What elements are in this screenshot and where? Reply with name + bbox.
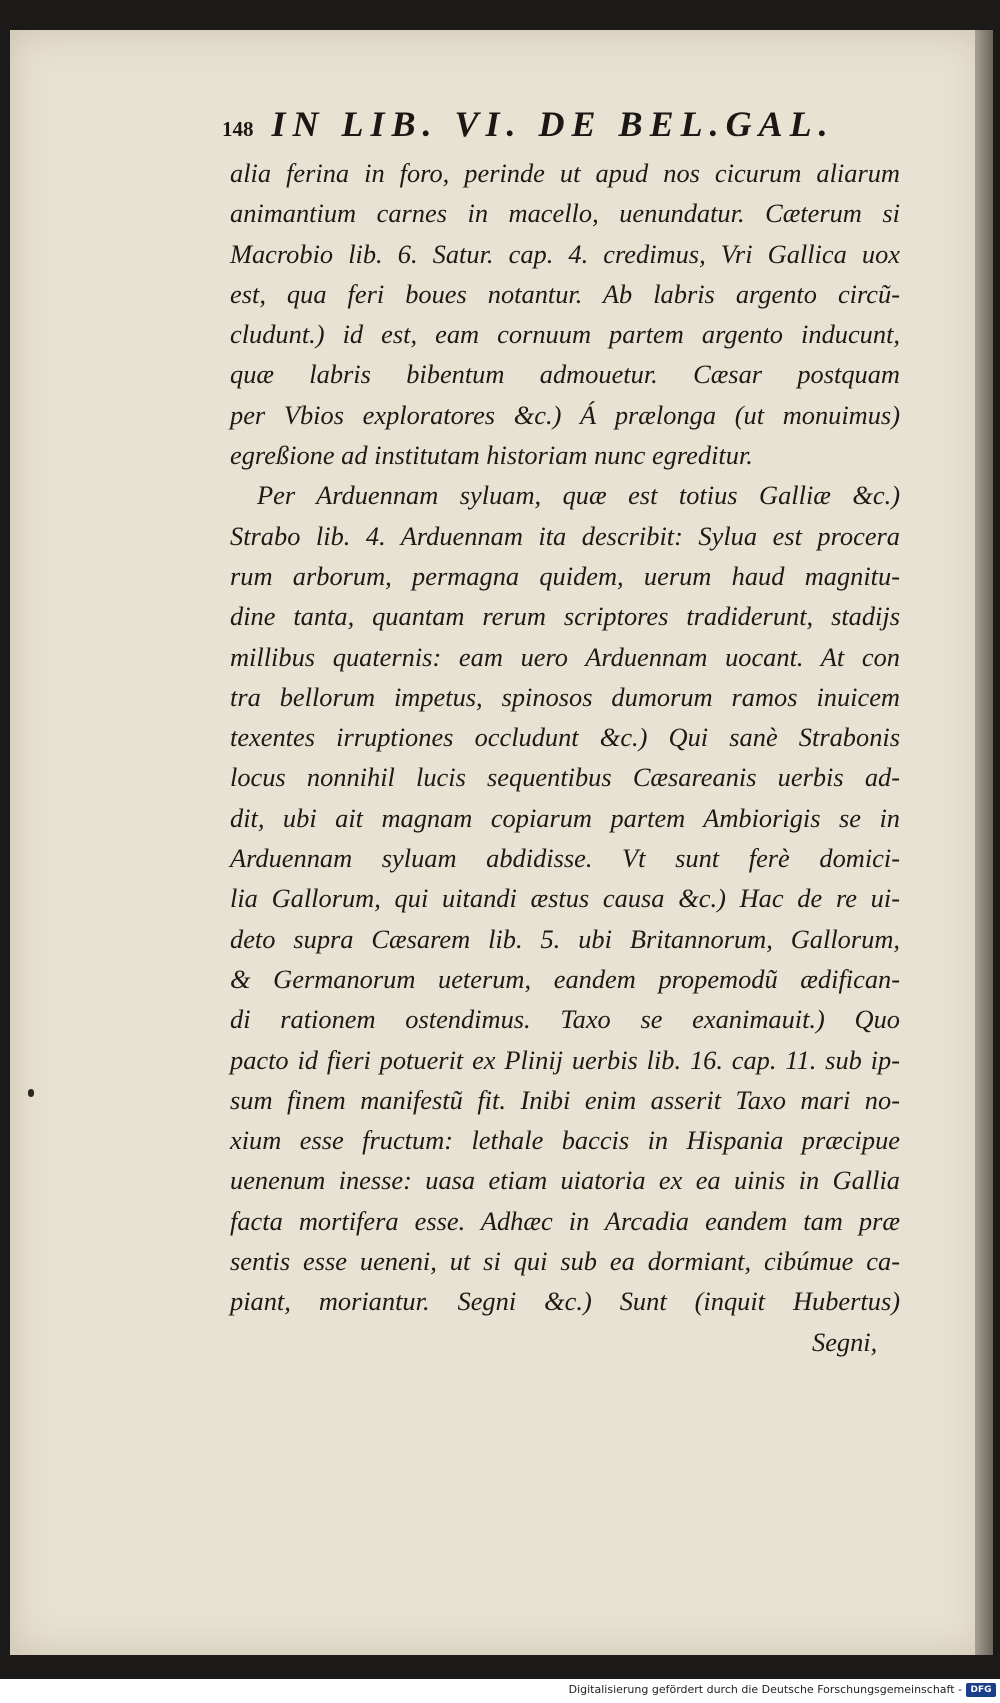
text-line: xium esse fructum: lethale baccis in Hispania præcipue [230, 1125, 900, 1156]
ink-spot [28, 1089, 34, 1097]
text-line: deto supra Cæsarem lib. 5. ubi Britannorum, Gallorum, [230, 923, 900, 954]
text-line: sentis esse ueneni, ut si qui sub ea dormiant, cibúmue ca- [230, 1246, 900, 1277]
text-line: egreßione ad institutam historiam nunc egreditur. [230, 440, 753, 471]
page-number: 148 [222, 117, 254, 141]
text-line: tra bellorum impetus, spinosos dumorum ramos inuicem [230, 681, 900, 712]
text-line: Per Arduennam syluam, quæ est totius Galliæ &c.) [257, 480, 900, 511]
text-line: pacto id fieri potuerit ex Plinij uerbis lib. 16. cap. 11. sub ip- [230, 1044, 900, 1075]
text-line: quæ labris bibentum admouetur. Cæsar postquam [230, 359, 900, 390]
text-line: sum finem manifestũ fit. Inibi enim asserit Taxo mari no- [230, 1084, 900, 1115]
text-line: locus nonnihil lucis sequentibus Cæsareanis uerbis ad- [230, 762, 900, 793]
running-head [222, 103, 835, 145]
text-line: & Germanorum ueterum, eandem propemodũ ædifican- [230, 963, 900, 994]
text-line: Arduennam syluam abdidisse. Vt sunt ferè domici- [230, 843, 900, 874]
text-line: facta mortifera esse. Adhæc in Arcadia eandem tam præ [230, 1205, 900, 1236]
text-line: animantium carnes in macello, uenundatur. Cæterum si [230, 198, 900, 229]
text-line: di rationem ostendimus. Taxo se exanimauit.) Quo [230, 1004, 900, 1035]
text-line: est, qua feri boues notantur. Ab labris argento circũ- [230, 278, 900, 309]
text-line: dit, ubi ait magnam copiarum partem Ambiorigis se in [230, 802, 900, 833]
catchword: Segni, [812, 1327, 878, 1357]
body-text [230, 153, 900, 1322]
text-line: Macrobio lib. 6. Satur. cap. 4. credimus, Vri Gallica uox [230, 238, 900, 269]
text-line: dine tanta, quantam rerum scriptores tradiderunt, stadijs [230, 601, 900, 632]
text-line: Strabo lib. 4. Arduennam ita describit: Sylua est procera [230, 520, 900, 551]
text-line: per Vbios exploratores &c.) Á prælonga (ut monuimus) [230, 399, 900, 430]
footer-bar [0, 1679, 1000, 1703]
text-line: piant, moriantur. Segni &c.) Sunt (inquit Hubertus) [230, 1286, 900, 1317]
dfg-logo-icon: DFG [966, 1683, 996, 1697]
footer-credit: Digitalisierung gefördert durch die Deutsche Forschungsgemeinschaft - [568, 1683, 962, 1696]
text-line: rum arborum, permagna quidem, uerum haud magnitu- [230, 560, 900, 591]
text-line: cludunt.) id est, eam cornuum partem argento inducunt, [230, 319, 900, 350]
text-line: lia Gallorum, qui uitandi æstus causa &c.) Hac de re ui- [230, 883, 900, 914]
running-title: IN LIB. VI. DE BEL.GAL. [271, 104, 835, 144]
text-line: uenenum inesse: uasa etiam uiatoria ex ea uinis in Gallia [230, 1165, 900, 1196]
page-edge [975, 30, 993, 1655]
text-line: alia ferina in foro, perinde ut apud nos cicurum aliarum [230, 158, 900, 188]
text-line: millibus quaternis: eam uero Arduennam uocant. At con [230, 641, 900, 672]
text-line: texentes irruptiones occludunt &c.) Qui sanè Strabonis [230, 722, 900, 753]
